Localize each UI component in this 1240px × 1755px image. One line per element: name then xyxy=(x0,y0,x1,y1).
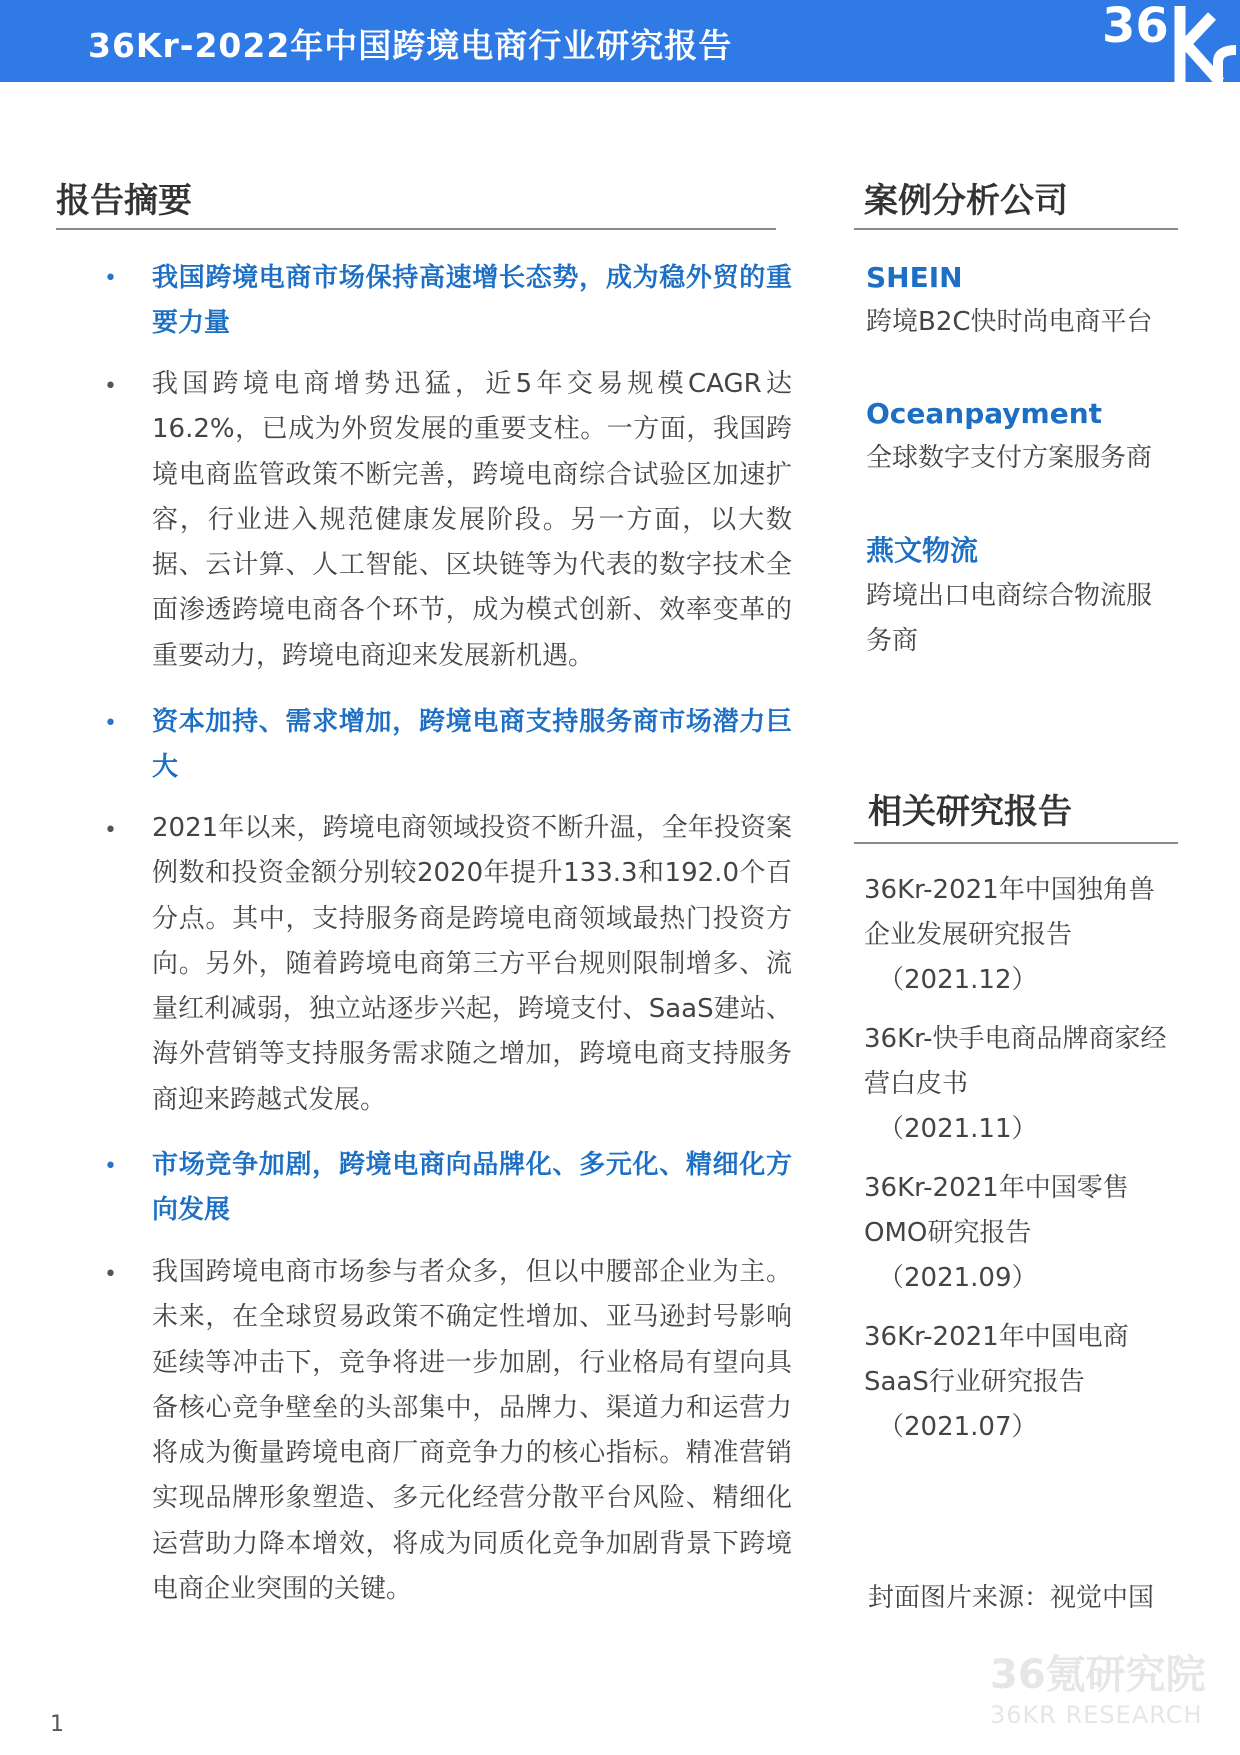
company-desc: 全球数字支付方案服务商 xyxy=(866,443,1153,473)
summary-heading-1: 我国跨境电商市场保持高速增长态势，成为稳外贸的重要力量 xyxy=(152,263,792,339)
summary-heading-2: 资本加持、需求增加，跨境电商支持服务商市场潜力巨大 xyxy=(152,707,792,783)
image-credit: 封面图片来源：视觉中国 xyxy=(868,1583,1155,1613)
bullet-icon: • xyxy=(104,266,117,291)
related-divider xyxy=(854,842,1178,844)
header-bar xyxy=(0,0,1240,82)
report-date: （2021.11） xyxy=(878,1114,1038,1144)
report-date: （2021.09） xyxy=(878,1263,1038,1293)
summary-title: 报告摘要 xyxy=(56,181,192,221)
related-report-item[interactable] xyxy=(864,868,1176,1003)
company-name: Oceanpayment xyxy=(866,397,1103,430)
report-date: （2021.07） xyxy=(878,1412,1038,1442)
page-number: 1 xyxy=(50,1712,64,1737)
cases-divider xyxy=(854,228,1178,230)
related-title: 相关研究报告 xyxy=(868,792,1072,832)
report-title: 36Kr-2021年中国零售OMO研究报告 xyxy=(864,1173,1129,1248)
related-report-item[interactable] xyxy=(864,1166,1176,1301)
summary-body-3: 我国跨境电商市场参与者众多，但以中腰部企业为主。未来，在全球贸易政策不确定性增加、亚马逊封号影响延续等冲击下，竞争将进一步加剧，行业格局有望向具备核心竞争壁垒的头部集中，品牌力、渠道力和运营力将成为衡量跨境电商厂商竞争力的核心指标。精准营销实现品牌形象塑造、多元化经营分散平台风险、精细化运营助力降本增效，将成为同质化竞争加剧背景下跨境电商企业突围的关键。 xyxy=(152,1257,792,1605)
bullet-icon: • xyxy=(104,711,117,736)
report-title: 36Kr-2021年中国电商SaaS行业研究报告 xyxy=(864,1322,1129,1397)
report-date: （2021.12） xyxy=(878,965,1038,995)
company-desc: 跨境B2C快时尚电商平台 xyxy=(866,307,1153,337)
summary-body-1: 我国跨境电商增势迅猛，近5年交易规模CAGR达16.2%，已成为外贸发展的重要支柱。一方面，我国跨境电商监管政策不断完善，跨境电商综合试验区加速扩容，行业进入规范健康发展阶段。另一方面，以大数据、云计算、人工智能、区块链等为代表的数字技术全面渗透跨境电商各个环节，成为模式创新、效率变革的重要动力，跨境电商迎来发展新机遇。 xyxy=(152,369,792,671)
company-name: 燕文物流 xyxy=(866,534,979,567)
document-title: 36Kr-2022年中国跨境电商行业研究报告 xyxy=(88,26,733,65)
company-desc: 跨境出口电商综合物流服务商 xyxy=(866,581,1153,656)
report-title: 36Kr-快手电商品牌商家经营白皮书 xyxy=(864,1024,1167,1099)
watermark-en: 36KR RESEARCH xyxy=(990,1701,1203,1729)
company-name: SHEIN xyxy=(866,261,963,294)
bullet-icon: • xyxy=(104,374,117,399)
svg-text:36: 36 xyxy=(1102,0,1169,54)
report-title: 36Kr-2021年中国独角兽企业发展研究报告 xyxy=(864,875,1155,950)
watermark-cn: 36氪研究院 xyxy=(990,1652,1206,1698)
related-report-item[interactable] xyxy=(864,1017,1176,1152)
bullet-icon: • xyxy=(104,1154,117,1179)
cases-title: 案例分析公司 xyxy=(864,181,1068,221)
summary-divider xyxy=(56,228,776,230)
summary-body-2: 2021年以来，跨境电商领域投资不断升温，全年投资案例数和投资金额分别较2020年提升133.3和192.0个百分点。其中，支持服务商是跨境电商领域最热门投资方向。另外，随着跨境电商第三方平台规则限制增多、流量红利减弱，独立站逐步兴起，跨境支付、SaaS建站、海外营销等支持服务需求随之增加，跨境电商支持服务商迎来跨越式发展。 xyxy=(152,813,792,1115)
36kr-logo xyxy=(1080,0,1240,82)
related-report-item[interactable] xyxy=(864,1315,1176,1450)
summary-heading-3: 市场竞争加剧，跨境电商向品牌化、多元化、精细化方向发展 xyxy=(152,1150,792,1226)
bullet-icon: • xyxy=(104,1262,117,1287)
bullet-icon: • xyxy=(104,818,117,843)
